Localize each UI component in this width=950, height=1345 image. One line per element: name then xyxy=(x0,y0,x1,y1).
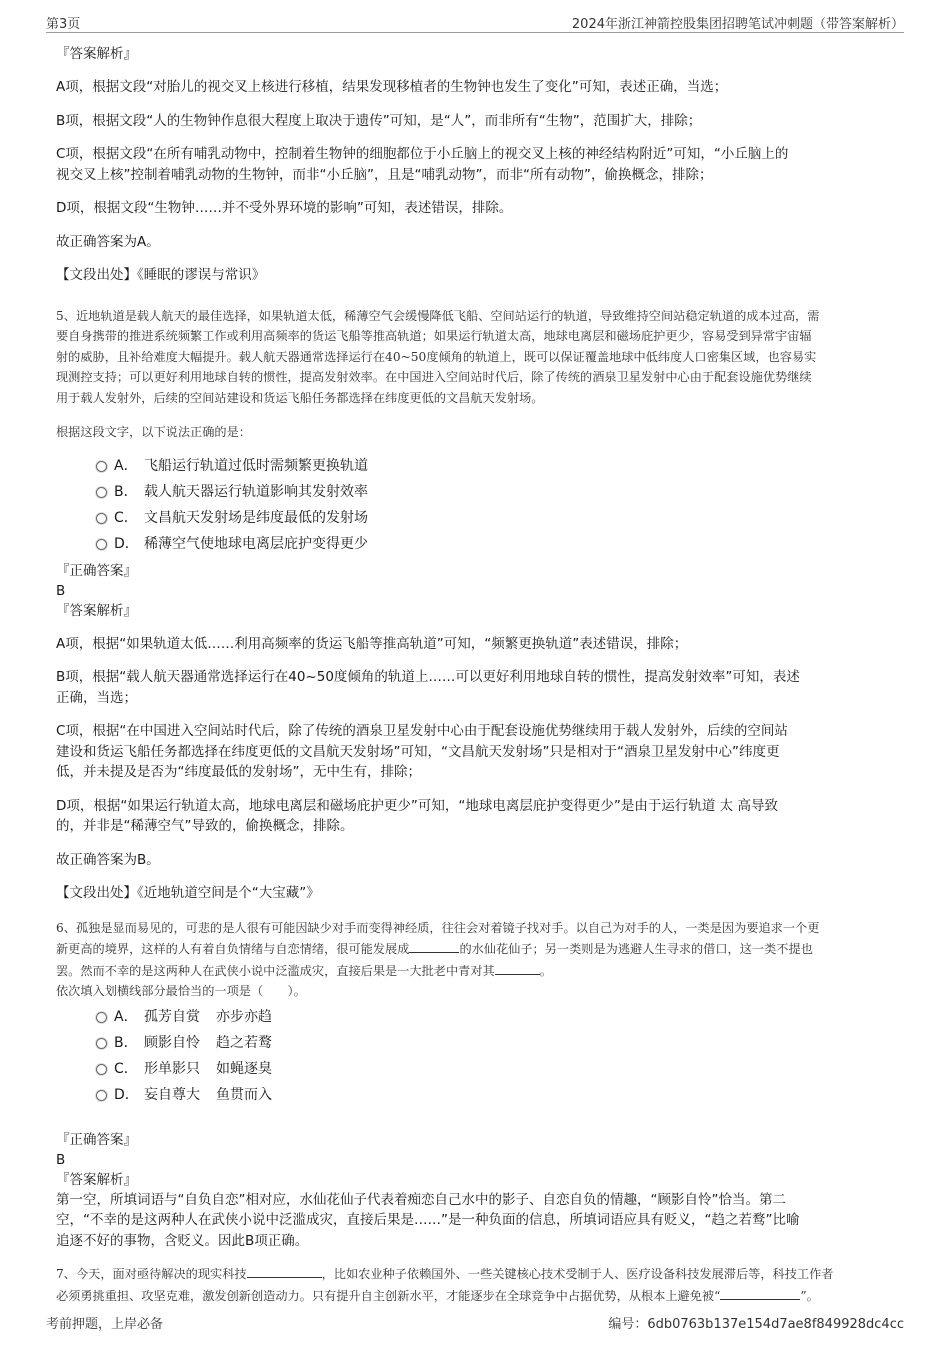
option-letter: D． xyxy=(114,1086,139,1103)
passage-text: ，比如农业种子依赖国外、一些关键核心技术受制于人、医疗设备科技发展滞后等，科技工作者 xyxy=(321,1267,834,1281)
analysis-option-b xyxy=(56,667,896,708)
radio-icon[interactable] xyxy=(96,1090,107,1101)
page-content xyxy=(56,44,896,1306)
radio-icon[interactable] xyxy=(96,487,107,498)
passage-line xyxy=(56,1285,896,1307)
options-list xyxy=(56,453,896,557)
analysis-line: D项，根据“如果运行轨道太高，地球电离层和磁场庇护更少”可知，“地球电离层庇护变得更少”是由于运行轨道 太 高导致 xyxy=(56,797,778,814)
option-b[interactable] xyxy=(56,479,896,505)
option-word-1: 形单影只 xyxy=(144,1060,200,1077)
option-letter: B． xyxy=(114,483,138,500)
correct-answer: B xyxy=(56,1151,66,1168)
analysis-option-d xyxy=(56,796,896,837)
passage-text: 罢。然而不幸的是这两种人在武侠小说中泛滥成灾，直接后果是一大批老中青对其 xyxy=(56,963,495,978)
option-text: 载人航天器运行轨道影响其发射效率 xyxy=(144,483,368,500)
correct-answer: B xyxy=(56,582,66,599)
analysis-line: B项，根据“载人航天器通常选择运行在40~50度倾角的轨道上……可以更好利用地球自转的惯性，提高发射效率”可知，表述 xyxy=(56,669,800,685)
radio-icon[interactable] xyxy=(96,513,107,524)
passage-line: 6、孤独是显而易见的，可悲的是人很有可能因缺少对手而变得神经质，往往会对着镜子找对手。以自己为对手的人，一类是因为要追求一个更 xyxy=(56,920,820,935)
option-text: 飞船运行轨道过低时需频繁更换轨道 xyxy=(144,457,368,474)
option-word-2: 趋之若鹜 xyxy=(216,1034,272,1051)
conclusion: 故正确答案为B。 xyxy=(56,851,160,868)
analysis-line: 低，并未提及是否为“纬度最低的发射场”，无中生有，排除； xyxy=(56,764,421,780)
source: 【文段出处】《近地轨道空间是个“大宝藏”》 xyxy=(56,885,320,901)
option-text: 文昌航天发射场是纬度最低的发射场 xyxy=(144,509,368,526)
analysis-option-a: A项，根据文段“对胎儿的视交叉上核进行移植，结果发现移植者的生物钟也发生了变化”可知，表述正确，当选； xyxy=(56,79,728,95)
analysis-label: 『答案解析』 xyxy=(56,1171,137,1188)
correct-answer-label: 『正确答案』 xyxy=(56,562,137,579)
analysis-label: 『答案解析』 xyxy=(56,46,137,62)
option-b[interactable] xyxy=(56,1030,896,1056)
option-letter: C． xyxy=(114,1060,138,1077)
option-letter: B． xyxy=(114,1034,138,1051)
analysis-option-c xyxy=(56,144,896,185)
question-6-passage xyxy=(56,918,896,1002)
passage-line: 要自身携带的推进系统频繁工作或利用高频率的货运飞船等推高轨道；如果运行轨道太高，地球电离层和磁场庇护更少，容易受到异常宇宙辐 xyxy=(56,329,812,343)
option-a[interactable] xyxy=(56,453,896,479)
passage-line: 现测控支持；可以更好利用地球自转的惯性，提高发射效率。在中国进入空间站时代后，除了传统的酒泉卫星发射中心由于配套设施优势继续 xyxy=(56,370,812,384)
option-word-2: 如蝇逐臭 xyxy=(216,1060,272,1077)
passage-text: 的水仙花仙子；另一类则是为逃避人生寻求的借口，这一类不提也 xyxy=(459,942,813,956)
analysis-line: 空，“不幸的是这两种人在武侠小说中泛滥成灾，直接后果是……”是一种负面的信息，所填词语应具有贬义，“趋之若鹜”比喻 xyxy=(56,1212,800,1228)
radio-icon[interactable] xyxy=(96,1038,107,1049)
passage-text: 新更高的境界，这样的人有着自负情绪与自恋情绪，很可能发展成 xyxy=(56,942,410,956)
page-number: 第3页 xyxy=(46,17,81,32)
analysis-option-c xyxy=(56,721,896,783)
passage-line: 用于载人发射外，后续的空间站建设和货运飞船任务都选择在纬度更低的文昌航天发射场。 xyxy=(56,390,544,405)
analysis-option-d: D项，根据文段“生物钟……并不受外界环境的影响”可知，表述错误，排除。 xyxy=(56,200,513,216)
blank-1[interactable] xyxy=(409,938,459,953)
option-text: 稀薄空气使地球电离层庇护变得更少 xyxy=(144,535,368,552)
passage-line xyxy=(56,1263,896,1285)
radio-icon[interactable] xyxy=(96,539,107,550)
option-word-2: 亦步亦趋 xyxy=(216,1008,272,1025)
option-letter: C． xyxy=(114,509,138,526)
analysis-option-b: B项，根据文段“人的生物钟作息很大程度上取决于遗传”可知，是“人”，而非所有“生物”，范围扩大，排除； xyxy=(56,112,702,129)
question-prompt: 依次填入划横线部分最恰当的一项是（ ）。 xyxy=(56,984,306,998)
passage-line: 5、近地轨道是载人航天的最佳选择，如果轨道太低，稀薄空气会缓慢降低飞船、空间站运行的轨道，导致维持空间站稳定轨道的成本过高，需 xyxy=(56,308,820,323)
question-prompt: 根据这段文字，以下说法正确的是： xyxy=(56,425,251,439)
analysis-line: 视交叉上核”控制着哺乳动物的生物钟，而非“小丘脑”，且是“哺乳动物”，而非“所有动物”，偷换概念，排除； xyxy=(56,166,713,183)
passage-line xyxy=(56,960,896,982)
analysis-line: 追逐不好的事物，含贬义。因此B项正确。 xyxy=(56,1232,309,1249)
source: 【文段出处】《睡眠的谬误与常识》 xyxy=(56,267,266,283)
option-d[interactable] xyxy=(56,531,896,557)
blank-1[interactable] xyxy=(247,1263,322,1278)
analysis-option-a: A项，根据“如果轨道太低……利用高频率的货运飞船等推高轨道”可知，“频繁更换轨道”表述错误，排除； xyxy=(56,635,688,652)
passage-line: 射的威胁，且补给难度大幅提升。载人航天器通常选择运行在40~50度倾角的轨道上，既可以保证覆盖地球中低纬度人口密集区域，也容易实 xyxy=(56,349,817,364)
analysis-line: 第一空，所填词语与“自负自恋”相对应，水仙花仙子代表着痴恋自己水中的影子、自恋自负的情趣，“顾影自怜”恰当。第二 xyxy=(56,1191,786,1208)
analysis-line: C项，根据文段“在所有哺乳动物中，控制着生物钟的细胞都位于小丘脑上的视交叉上核的神经结构附近”可知，“小丘脑上的 xyxy=(56,146,789,162)
radio-icon[interactable] xyxy=(96,1012,107,1023)
option-word-1: 孤芳自赏 xyxy=(144,1008,200,1025)
options-list xyxy=(56,1004,896,1108)
passage-text: 7、今天，面对亟待解决的现实科技 xyxy=(56,1267,247,1281)
passage-line xyxy=(56,938,896,960)
footer-slogan: 考前押题，上岸必备 xyxy=(46,1317,164,1332)
analysis-line: 建设和货运飞船任务都选择在纬度更低的文昌航天发射场”可知，“文昌航天发射场”只是相对于“酒泉卫星发射中心”纬度更 xyxy=(56,743,780,760)
page-header xyxy=(46,10,904,33)
passage-text: 。 xyxy=(539,963,552,978)
analysis-line: C项，根据“在中国进入空间站时代后，除了传统的酒泉卫星发射中心由于配套设施优势继续用于载人发射外，后续的空间站 xyxy=(56,723,788,739)
passage-text: ”。 xyxy=(800,1288,819,1303)
option-c[interactable] xyxy=(56,505,896,531)
option-a[interactable] xyxy=(56,1004,896,1030)
conclusion: 故正确答案为A。 xyxy=(56,233,160,250)
radio-icon[interactable] xyxy=(96,461,107,472)
document-id: 编号：6db0763b137e154d7ae8f849928dc4cc xyxy=(608,1317,904,1332)
option-letter: D． xyxy=(114,535,139,552)
passage-text: 必须勇挑重担、攻坚克难，激发创新创造动力。只有提升自主创新水平，才能逐步在全球竞争中占据优势，从根本上避免被“ xyxy=(56,1288,721,1303)
question-7-passage xyxy=(56,1263,896,1306)
analysis-label: 『答案解析』 xyxy=(56,602,137,619)
option-word-1: 顾影自怜 xyxy=(144,1034,200,1051)
blank-2[interactable] xyxy=(495,960,540,975)
option-letter: A． xyxy=(114,1008,138,1025)
blank-2[interactable] xyxy=(720,1285,800,1300)
analysis-line: 的，并非是“稀薄空气”导致的，偷换概念，排除。 xyxy=(56,818,354,834)
correct-answer-label: 『正确答案』 xyxy=(56,1131,137,1148)
option-d[interactable] xyxy=(56,1082,896,1108)
option-c[interactable] xyxy=(56,1056,896,1082)
question-5-passage xyxy=(56,306,896,409)
analysis-line: 正确，当选； xyxy=(56,689,137,706)
option-word-1: 妄自尊大 xyxy=(144,1086,200,1103)
option-word-2: 鱼贯而入 xyxy=(216,1086,272,1103)
document-title: 2024年浙江神箭控股集团招聘笔试冲刺题（带答案解析） xyxy=(571,17,904,32)
radio-icon[interactable] xyxy=(96,1064,107,1075)
option-letter: A． xyxy=(114,457,138,474)
